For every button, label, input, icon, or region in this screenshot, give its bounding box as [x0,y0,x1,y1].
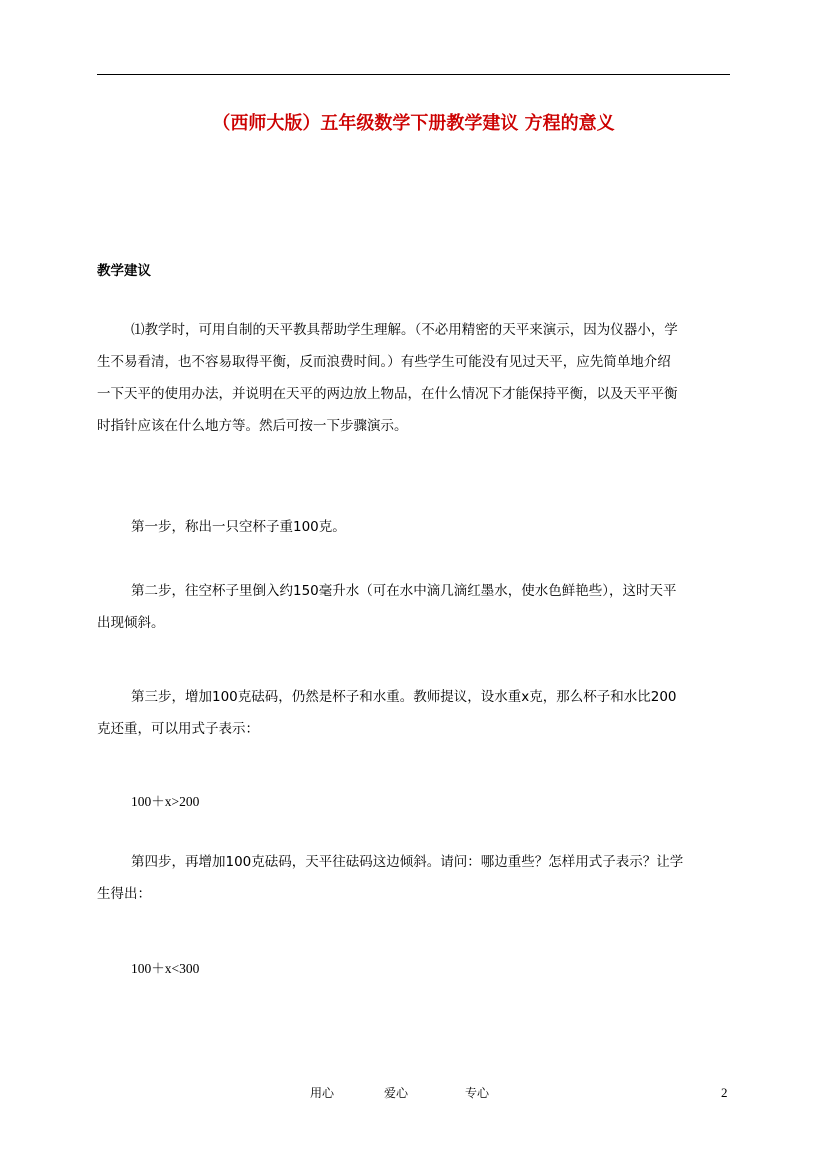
paragraph-3 [97,575,730,639]
formula-2: 100＋x<300 [131,961,200,976]
document-title: （西师大版）五年级数学下册教学建议 方程的意义 [212,113,615,134]
paragraph-2 [97,511,730,543]
footer-item-2: 爱心 [384,1086,409,1100]
header-rule [97,74,730,75]
paragraph-line: 第三步，增加100克砝码，仍然是杯子和水重。教师提议，设水重x克，那么杯子和水比200 [131,689,677,705]
page-number: 2 [721,1085,728,1100]
paragraph-line: 生不易看清，也不容易取得平衡，反而浪费时间。）有些学生可能没有见过天平，应先简单地介绍 [97,354,671,370]
paragraph-line: 一下天平的使用办法，并说明在天平的两边放上物品，在什么情况下才能保持平衡，以及天平平衡 [97,386,678,402]
paragraph-line: 克还重，可以用式子表示： [97,721,259,737]
footer-item-3: 专心 [465,1086,490,1100]
formula-1: 100＋x>200 [131,794,200,809]
paragraph-line: 时指针应该在什么地方等。然后可按一下步骤演示。 [97,418,408,434]
paragraph-line: 出现倾斜。 [97,615,165,631]
paragraph-line: ⑴教学时，可用自制的天平教具帮助学生理解。（不必用精密的天平来演示，因为仪器小，学 [131,322,678,338]
paragraph-line: 第一步，称出一只空杯子重100克。 [131,519,346,535]
footer-item-1: 用心 [310,1086,335,1100]
section-heading: 教学建议 [97,263,151,279]
paragraph-line: 生得出： [97,886,151,902]
paragraph-5 [97,846,730,910]
paragraph-4 [97,681,730,745]
paragraph-line: 第四步，再增加100克砝码，天平往砝码这边倾斜。请问：哪边重些？怎样用式子表示？让学 [131,854,684,870]
paragraph-line: 第二步，往空杯子里倒入约150毫升水（可在水中滴几滴红墨水，使水色鲜艳些），这时天平 [131,583,677,599]
paragraph-1 [97,314,730,442]
